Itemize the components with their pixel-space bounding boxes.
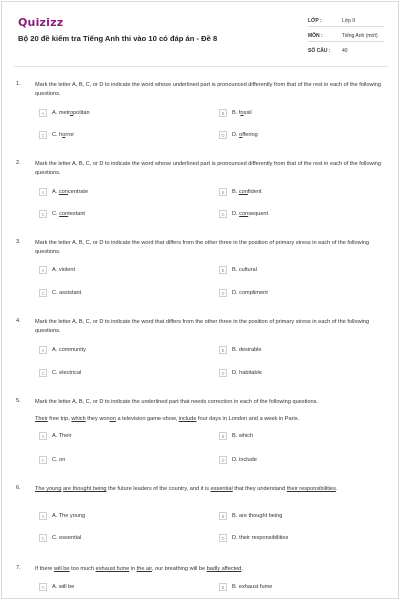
option-label <box>52 189 88 195</box>
option-label <box>232 132 258 138</box>
document-title: Bộ 20 đề kiểm tra Tiếng Anh thi vào 10 có đáp án - Đề 8 <box>18 34 218 43</box>
option-label <box>52 290 81 296</box>
header-divider <box>14 66 388 67</box>
option-label <box>52 370 81 376</box>
answer-option-c[interactable] <box>39 368 81 378</box>
option-text: A. Their <box>52 433 72 439</box>
option-letter-box: A <box>39 266 47 274</box>
answer-option-a[interactable] <box>39 511 85 521</box>
answer-option-a[interactable] <box>39 345 86 355</box>
option-text: A. community <box>52 347 86 353</box>
question-number: 3. <box>16 239 21 245</box>
quizizz-logo: Quizizz <box>18 16 64 29</box>
option-letter-box: C <box>39 534 47 542</box>
sentence-segment: free trip, <box>47 416 72 422</box>
option-text: B. <box>232 189 239 195</box>
option-label <box>232 211 268 217</box>
worksheet-page <box>1 1 399 599</box>
answer-option-b[interactable] <box>219 187 262 197</box>
sentence-segment: they won <box>85 416 110 422</box>
question-instruction: Mark the letter A, B, C, or D to indicate the word that differs from the other three in the position of primary stress in each of the following questions. <box>35 319 370 334</box>
answer-option-b[interactable] <box>219 345 262 355</box>
underlined-segment: include <box>178 416 197 422</box>
option-label <box>52 211 85 217</box>
option-text: A. The young <box>52 513 86 519</box>
option-text: B. f <box>232 110 241 116</box>
answer-option-c[interactable] <box>39 455 65 465</box>
option-text: A. <box>52 189 59 195</box>
option-text: B. desirable <box>232 347 262 353</box>
option-text-rest: fident <box>247 189 262 195</box>
answer-option-a[interactable] <box>39 265 75 275</box>
sentence-segment: in <box>129 566 137 572</box>
meta-count-key: SỐ CÂU : <box>308 48 331 54</box>
answer-option-a[interactable] <box>39 187 88 197</box>
option-letter-box: C <box>39 210 47 218</box>
meta-class-key: LỚP : <box>308 18 322 24</box>
underlined-segment: exhaust fume <box>95 566 130 572</box>
option-text: D. <box>232 211 240 217</box>
option-label <box>232 110 252 116</box>
option-letter-box: B <box>219 512 227 520</box>
option-letter-box: B <box>219 109 227 117</box>
option-underlined-part: o <box>240 110 244 116</box>
question-number: 1. <box>16 81 21 87</box>
option-text-rest: ssil <box>243 110 252 116</box>
option-letter-box: B <box>219 583 227 591</box>
option-label <box>232 290 268 296</box>
option-text-rest: testant <box>68 211 85 217</box>
sentence-segment: four days in London and a week in Paris. <box>196 416 300 422</box>
question-number: 4. <box>16 318 21 324</box>
option-underlined-part: con <box>58 189 68 195</box>
underlined-segment: will be <box>53 566 70 572</box>
sentence-segment: the future leaders of the country, and it is <box>106 486 211 492</box>
meta-subject-key: MÔN : <box>308 33 323 39</box>
option-text-rest: rror <box>65 132 75 138</box>
option-text: C. h <box>52 132 63 138</box>
answer-option-d[interactable] <box>219 533 288 543</box>
sentence-segment: , our breathing will be <box>151 566 207 572</box>
answer-option-b[interactable] <box>219 582 272 592</box>
answer-option-d[interactable] <box>219 368 262 378</box>
question-number: 7. <box>16 565 21 571</box>
option-label <box>232 433 253 439</box>
answer-option-c[interactable] <box>39 209 85 219</box>
option-letter-box: D <box>219 534 227 542</box>
question-number: 6. <box>16 485 21 491</box>
option-underlined-part: o <box>239 132 243 138</box>
option-underlined-part: con <box>239 211 249 217</box>
answer-option-b[interactable] <box>219 108 252 118</box>
option-text: B. exhaust fume <box>232 584 273 590</box>
option-text: C. on <box>52 457 66 463</box>
option-label <box>52 347 86 353</box>
answer-option-c[interactable] <box>39 288 81 298</box>
meta-count-value: 40 <box>342 48 348 54</box>
option-text: B. cultural <box>232 267 257 273</box>
sentence-segment: a television game-show, <box>115 416 179 422</box>
option-letter-box: A <box>39 188 47 196</box>
answer-option-a[interactable] <box>39 582 74 592</box>
sentence-segment: that they understand <box>232 486 287 492</box>
option-text: D. habitable <box>232 370 262 376</box>
option-label <box>52 535 81 541</box>
option-text: A. will be <box>52 584 75 590</box>
option-letter-box: B <box>219 188 227 196</box>
option-label <box>52 267 75 273</box>
option-text: A. violent <box>52 267 76 273</box>
option-letter-box: A <box>39 432 47 440</box>
option-letter-box: D <box>219 131 227 139</box>
answer-option-b[interactable] <box>219 431 253 441</box>
underlined-segment: are thought being <box>63 486 107 492</box>
answer-option-b[interactable] <box>219 511 282 521</box>
answer-option-a[interactable] <box>39 108 90 118</box>
answer-option-c[interactable] <box>39 130 74 140</box>
meta-divider <box>308 26 384 27</box>
sentence-segment: . <box>335 486 338 492</box>
sentence-segment: . <box>241 566 243 572</box>
option-text: D. their responsibilities <box>232 535 289 541</box>
question-sentence <box>35 415 387 424</box>
underlined-segment: badly affected <box>206 566 242 572</box>
option-letter-box: A <box>39 512 47 520</box>
option-label <box>232 535 288 541</box>
option-text: D. compliment <box>232 290 268 296</box>
question-number: 5. <box>16 398 21 404</box>
question-instruction: Mark the letter A, B, C, or D to indicate the word whose underlined part is pronounced differently from that of the rest in each of the following questions. <box>35 161 381 176</box>
option-label <box>232 584 272 590</box>
option-label <box>52 513 85 519</box>
underlined-segment: on <box>109 416 116 422</box>
option-letter-box: C <box>39 456 47 464</box>
option-text-rest: politan <box>73 110 90 116</box>
option-letter-box: B <box>219 266 227 274</box>
option-label <box>52 584 74 590</box>
meta-subject-value: Tiếng Anh (mới) <box>342 33 378 39</box>
question-instruction: Mark the letter A, B, C, or D to indicate the underlined part that needs correction in each of the following questions. <box>35 399 318 405</box>
option-letter-box: D <box>219 289 227 297</box>
option-label <box>232 513 282 519</box>
option-text: B. which <box>232 433 254 439</box>
option-text-rest: ffering <box>242 132 258 138</box>
meta-count <box>308 48 348 54</box>
option-text: D. include <box>232 457 257 463</box>
option-letter-box: D <box>219 456 227 464</box>
answer-option-a[interactable] <box>39 431 71 441</box>
option-label <box>52 132 74 138</box>
option-letter-box: B <box>219 432 227 440</box>
meta-subject <box>308 33 378 39</box>
option-text-rest: sequent <box>248 211 269 217</box>
option-text: C. essential <box>52 535 82 541</box>
underlined-segment: Their <box>35 416 48 422</box>
option-underlined-part: con <box>238 189 248 195</box>
option-text-rest: centrate <box>67 189 89 195</box>
option-letter-box: C <box>39 289 47 297</box>
question-instruction: Mark the letter A, B, C, or D to indicate the word that differs from the other three in the position of primary stress in each of the following questions. <box>35 240 370 255</box>
answer-option-d[interactable] <box>219 455 257 465</box>
option-text: C. electrical <box>52 370 82 376</box>
question-sentence <box>35 565 387 574</box>
option-text: C. assistant <box>52 290 82 296</box>
option-underlined-part: con <box>59 211 69 217</box>
option-label <box>52 110 90 116</box>
meta-class-value: Lớp 9 <box>342 18 356 24</box>
question-instruction: Mark the letter A, B, C, or D to indicate the word whose underlined part is pronounced differently from that of the rest in each of the following questions. <box>35 82 381 97</box>
answer-option-d[interactable] <box>219 209 268 219</box>
option-underlined-part: o <box>62 132 66 138</box>
question-number: 2. <box>16 160 21 166</box>
option-letter-box: B <box>219 346 227 354</box>
option-letter-box: C <box>39 131 47 139</box>
option-text: C. <box>52 211 60 217</box>
option-label <box>232 457 257 463</box>
option-label <box>232 267 257 273</box>
option-letter-box: A <box>39 109 47 117</box>
option-label <box>52 457 65 463</box>
option-text: D. <box>232 132 240 138</box>
option-label <box>232 370 262 376</box>
option-letter-box: D <box>219 369 227 377</box>
meta-class <box>308 18 355 24</box>
answer-option-d[interactable] <box>219 288 268 298</box>
question-sentence <box>35 485 387 494</box>
option-letter-box: D <box>219 210 227 218</box>
answer-option-c[interactable] <box>39 533 81 543</box>
underlined-segment: their responsibilities <box>286 486 336 492</box>
underlined-segment: The young <box>35 486 62 492</box>
answer-option-d[interactable] <box>219 130 258 140</box>
sentence-segment: If there <box>35 566 54 572</box>
option-label <box>52 433 71 439</box>
answer-option-b[interactable] <box>219 265 257 275</box>
underlined-segment: essential <box>210 486 233 492</box>
underlined-segment: the air <box>136 566 152 572</box>
option-letter-box: A <box>39 346 47 354</box>
meta-divider <box>308 41 384 42</box>
option-label <box>232 347 262 353</box>
option-label <box>232 189 262 195</box>
option-letter-box: A <box>39 583 47 591</box>
option-underlined-part: o <box>70 110 74 116</box>
option-letter-box: C <box>39 369 47 377</box>
underlined-segment: which <box>71 416 86 422</box>
sentence-segment: too much <box>69 566 96 572</box>
option-text: B. are thought being <box>232 513 283 519</box>
option-text: A. metr <box>52 110 71 116</box>
